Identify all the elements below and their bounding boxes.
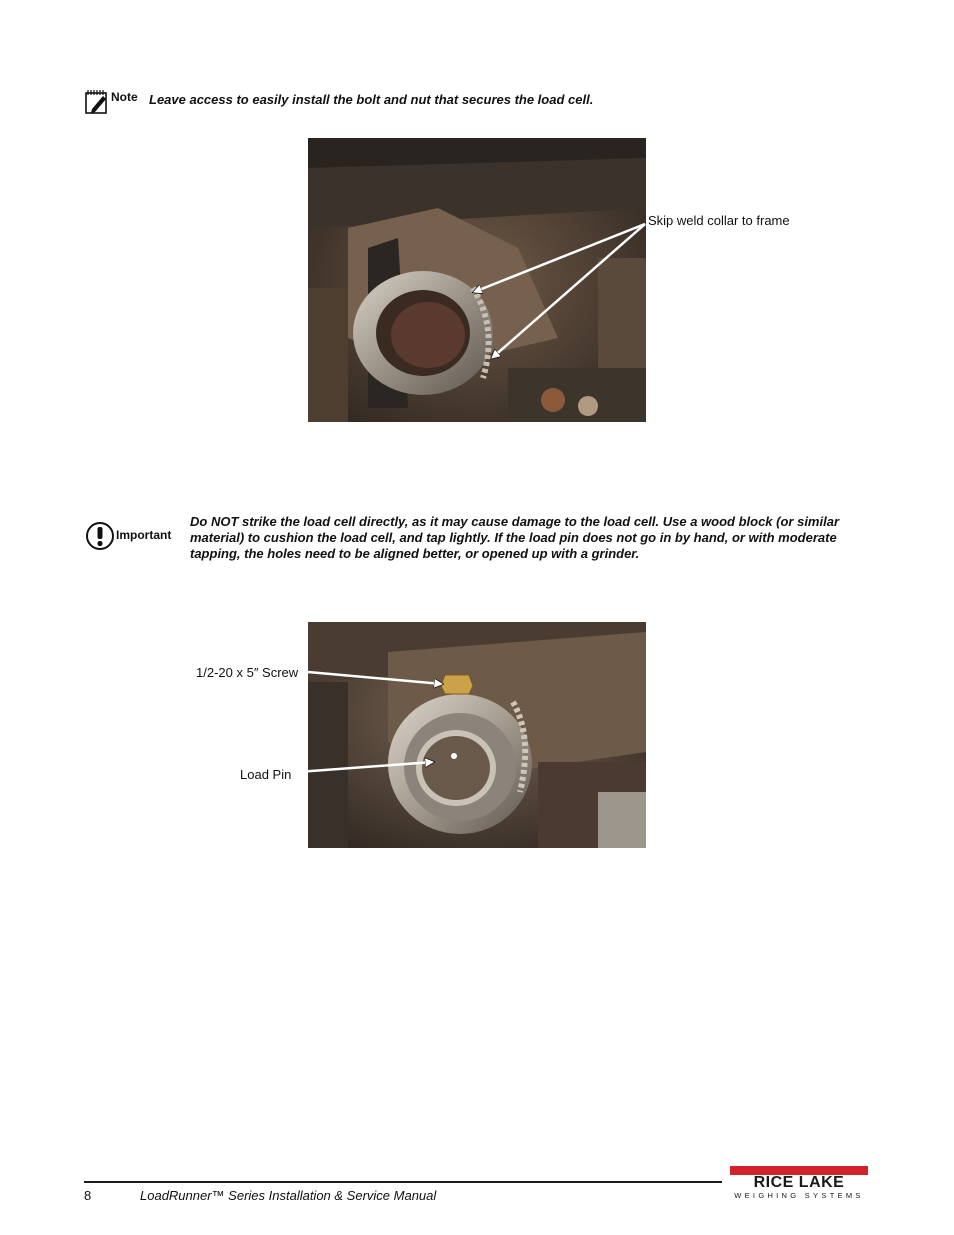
weld-collar-photo [308,138,646,422]
load-pin-photo [308,622,646,848]
skip-weld-callout: Skip weld collar to frame [648,213,790,228]
rice-lake-logo [730,1166,868,1200]
page-number: 8 [84,1188,92,1203]
note-text: Leave access to easily install the bolt and nut that secures the load cell. [149,92,594,107]
note-icon [84,88,110,114]
logo-subtitle: WEIGHING SYSTEMS [734,1191,864,1200]
note-label: Note [111,90,138,104]
load-pin-callout: Load Pin [240,767,292,782]
footer-title: LoadRunner™ Series Installation & Service Manual [140,1188,437,1203]
screw-callout: 1/2-20 x 5″ Screw [196,665,299,680]
important-label: Important [116,528,172,542]
logo-name: RICE LAKE [753,1174,845,1191]
important-text: Do NOT strike the load cell directly, as it may cause damage to the load cell. Use a wood block (or similar material) to cushion the load cell, and tap lightly. If the load pin does not go in by hand, or with moderate tapping, the holes need to be aligned better, or opened up with a grinder. [190,514,839,561]
footer-rule [84,1181,722,1183]
exclamation-icon [85,521,115,551]
